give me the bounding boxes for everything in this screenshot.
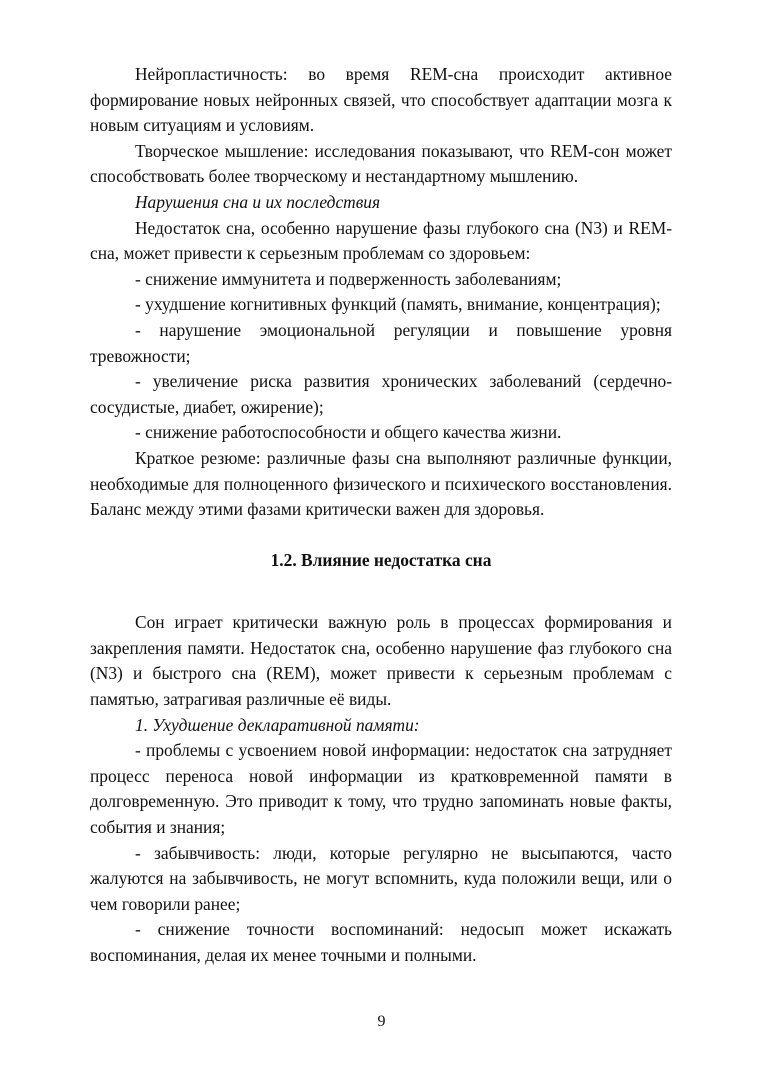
paragraph-summary: Краткое резюме: различные фазы сна выполняют различные функции, необходимые для полноценного физического и психического восстановления. Баланс между этими фазами критически важен для здоровья. [90,447,672,520]
list-item-forgetfulness: - забывчивость: люди, которые регулярно не высыпаются, часто жалуются на забывчивость, не могут вспомнить, куда положили вещи, или о чем говорили ранее; [90,842,672,914]
list-item-memory-accuracy: - снижение точности воспоминаний: недосып может искажать воспоминания, делая их менее точными и полными. [90,919,672,965]
list-item-emotional: - нарушение эмоциональной регуляции и повышение уровня тревожности; [90,319,672,366]
list-item-cognitive: - ухудшение когнитивных функций (память, внимание, концентрация); [135,294,661,315]
list-item-immunity: - снижение иммунитета и подверженность заболеваниям; [135,268,562,289]
document-page [90,62,672,969]
paragraph-sleep-deprivation: Недостаток сна, особенно нарушение фазы глубокого сна (N3) и REM-сна, может привести к серьезным проблемам со здоровьем: [90,217,672,264]
subheading-sleep-disorders: Нарушения сна и их последствия [135,191,381,212]
paragraph-neuroplasticity: Нейропластичность: во время REM-сна происходит активное формирование новых нейронных связей, что способствует адаптации мозга к новым ситуациям и условиям. [90,64,672,136]
list-item-chronic-disease: - увеличение риска развития хронических заболеваний (сердечно-сосудистые, диабет, ожирение); [90,371,672,417]
paragraph-memory-intro: Сон играет критически важную роль в процессах формирования и закрепления памяти. Недостаток сна, особенно нарушение фаз глубокого сна (N3) и быстрого сна (REM), может привести к серьезным проблемам с памятью, затрагивая различные её виды. [90,612,672,710]
subheading-declarative-memory: 1. Ухудшение декларативной памяти: [135,714,420,735]
list-item-new-information: - проблемы с усвоением новой информации: недостаток сна затрудняет процесс переноса новой информации из кратковременной памяти в долговременную. Это приводит к тому, что трудно запоминать новые факты, события и знания; [90,740,672,838]
section-heading: 1.2. Влияние недостатка сна [270,549,492,570]
paragraph-creative-thinking: Творческое мышление: исследования показывают, что REM-сон может способствовать более творческому и нестандартному мышлению. [90,140,672,187]
list-item-work-capacity: - снижение работоспособности и общего качества жизни. [135,422,562,443]
page-number: 9 [377,1013,386,1030]
